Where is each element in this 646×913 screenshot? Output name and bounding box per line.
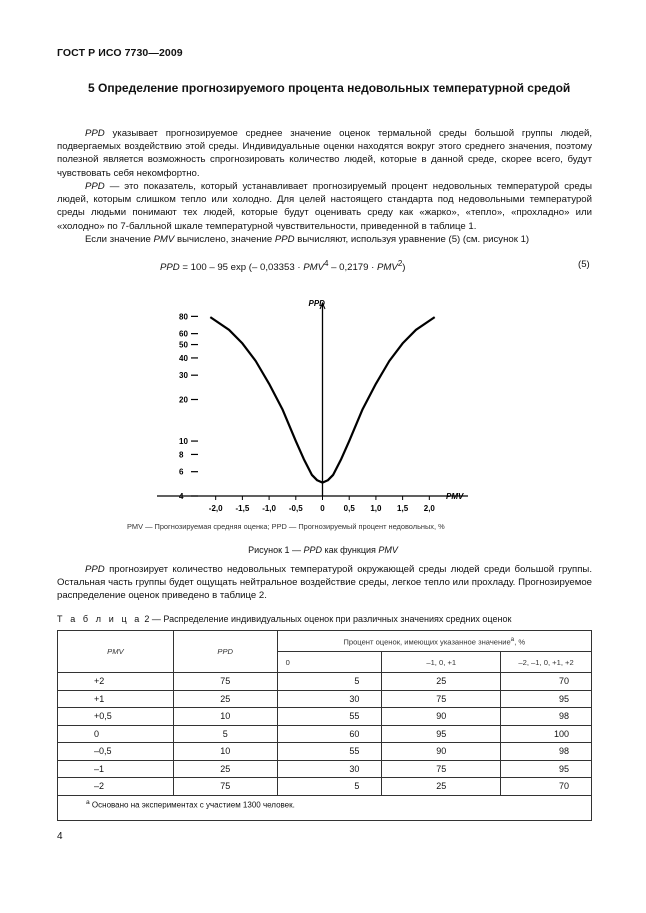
table-cell: +1: [58, 690, 174, 708]
table-cell: +2: [58, 673, 174, 691]
table-cell: 70: [501, 673, 592, 691]
table-cell: 90: [382, 708, 501, 726]
paragraph-ppd-prediction: PPD прогнозирует количество недовольных температурой окружающей среды людей среди большой группы. Остальная часть группы будет ощущать нейтральное воздействие среды, легкое тепло или прохладу. Прогнозируемое распределение оценок приведено в таблице 2.: [57, 564, 592, 602]
table-row: [58, 725, 592, 743]
table-cell: –2: [58, 778, 174, 796]
table-cell: –0,5: [58, 743, 174, 761]
table-row: [58, 778, 592, 796]
table-cell: 75: [382, 690, 501, 708]
table-caption: Т а б л и ц а 2 — Распределение индивидуальных оценок при различных значениях средних оценок: [57, 614, 512, 624]
ppd-pmv-chart: [140, 298, 490, 518]
table-cell: 75: [173, 778, 277, 796]
table-cell: 10: [173, 743, 277, 761]
x-tick-label: -2,0: [208, 504, 223, 513]
table-cell: 100: [501, 725, 592, 743]
y-tick-label: 8: [179, 450, 184, 460]
table-cell: 30: [277, 690, 382, 708]
y-tick-label: 30: [179, 371, 188, 381]
subheader-0: 0: [277, 652, 382, 673]
page-number: 4: [57, 831, 63, 842]
header-ppd: PPD: [173, 631, 277, 673]
table-cell: 5: [277, 778, 382, 796]
y-tick-label: 10: [179, 437, 188, 447]
table-cell: 25: [382, 673, 501, 691]
table-row: [58, 760, 592, 778]
header-percent-group: Процент оценок, имеющих указанное значение$^a$, %: [277, 631, 591, 652]
table-cell: 60: [277, 725, 382, 743]
table-cell: –1: [58, 760, 174, 778]
paragraph-ppd-definition: PPD указывает прогнозируемое среднее значение оценок термальной среды большой группы людей, подвергаемых воздействию этой среды. Индивидуальные оценки находятся вокруг этого среднего значения, поэтому полезной является возможность спрогнозировать количество людей, которые в данной среде, скорее всего, будут чувствовать себя некомфортно.: [57, 128, 592, 179]
x-tick-label: 1,0: [370, 504, 382, 513]
header-pmv: PMV: [58, 631, 174, 673]
table-cell: 70: [501, 778, 592, 796]
table-cell: 30: [277, 760, 382, 778]
y-tick-label: 60: [179, 329, 188, 339]
y-tick-label: 4: [179, 492, 184, 501]
section-title: 5 Определение прогнозируемого процента недовольных температурной средой: [88, 81, 571, 95]
table-cell: 5: [173, 725, 277, 743]
table-cell: 90: [382, 743, 501, 761]
table-cell: 25: [382, 778, 501, 796]
table-cell: 75: [173, 673, 277, 691]
table-cell: 95: [501, 690, 592, 708]
x-tick-label: 0: [320, 504, 325, 513]
x-tick-label: 1,5: [397, 504, 409, 513]
y-tick-label: 50: [179, 340, 188, 350]
y-tick-label: 6: [179, 467, 184, 477]
table-cell: 55: [277, 743, 382, 761]
paragraph-calc-intro: Если значение PMV вычислено, значение PPD вычисляют, используя уравнение (5) (см. рисунок 1): [85, 234, 530, 245]
x-tick-label: -1,0: [262, 504, 276, 513]
y-tick-label: 80: [179, 312, 188, 322]
figure-caption: Рисунок 1 — PPD как функция PMV: [248, 545, 398, 555]
figure-legend: PMV — Прогнозируемая средняя оценка; PPD — Прогнозируемый процент недовольных, %: [127, 522, 445, 531]
table-row: [58, 690, 592, 708]
subheader-2: –2, –1, 0, +1, +2: [501, 652, 592, 673]
table-cell: +0,5: [58, 708, 174, 726]
table-footnote: $^a$ Основано на экспериментах с участием 1300 человек.: [58, 795, 592, 820]
equation-number: (5): [578, 259, 590, 270]
x-tick-label: 0,5: [343, 504, 355, 513]
table-cell: 0: [58, 725, 174, 743]
table-cell: 95: [501, 760, 592, 778]
table-cell: 98: [501, 743, 592, 761]
equation-5: PPD = 100 – 95 exp (– $0,03353 \cdot PMV^4 - 0,2179 \cdot PMV^2$): [160, 259, 406, 274]
paragraph-ppd-indicator: PPD — это показатель, который устанавливает прогнозируемый процент недовольных температурой среды людей, которым слишком тепло или холодно. Для целей настоящего стандарта под недовольными температурой среды людьми понимают тех людей, которые будут оценивать среду как «жарко», «тепло», «прохладно» или «холодно» по 7-балльной шкале температурной чувствительности, приведенной в таблице 1.: [57, 181, 592, 232]
x-axis-label: PMV: [446, 492, 464, 501]
table-cell: 25: [173, 690, 277, 708]
table-cell: 98: [501, 708, 592, 726]
table-cell: 5: [277, 673, 382, 691]
table-row: [58, 673, 592, 691]
y-tick-label: 40: [179, 353, 188, 363]
x-tick-label: -1,5: [235, 504, 250, 513]
x-tick-label: -0,5: [288, 504, 303, 513]
subheader-1: –1, 0, +1: [382, 652, 501, 673]
y-tick-label: 20: [179, 395, 188, 405]
distribution-table: [57, 630, 592, 821]
table-cell: 25: [173, 760, 277, 778]
table-cell: 95: [382, 725, 501, 743]
table-cell: 75: [382, 760, 501, 778]
table-row: [58, 708, 592, 726]
table-cell: 55: [277, 708, 382, 726]
document-header: ГОСТ Р ИСО 7730—2009: [57, 47, 183, 59]
table-cell: 10: [173, 708, 277, 726]
y-axis-label: PPD: [308, 299, 325, 308]
table-row: [58, 743, 592, 761]
x-tick-label: 2,0: [423, 504, 435, 513]
